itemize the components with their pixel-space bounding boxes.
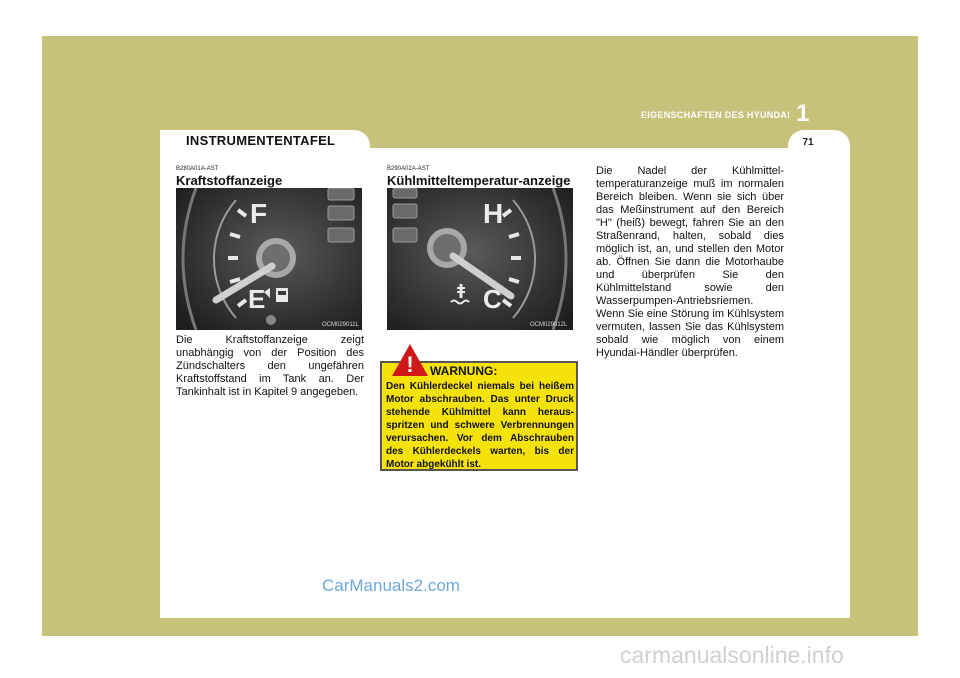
temp-cold-label: C: [483, 284, 502, 314]
chapter-title: EIGENSCHAFTEN DES HYUNDAI: [640, 110, 790, 120]
temp-text: Die Nadel der Kühlmittel-temperaturanzeige muß im normalen Bereich bleiben. Wenn sie sich über das Meßinstrument auf den Bereich "H" (heiß) bewegt, fahren Sie an den Straßenrand, halten, sobald dies möglich ist, an, und stellen den Motor ab. Öffnen Sie dann die Motorhaube und überprüfen Sie den Kühlmittelstand sowie den Wasserpumpen-Antriebsriemen. Wenn Sie eine Störung im Kühlsystem vermuten, lassen Sie das Kühlsystem sobald wie möglich von einem Hyundai-Händler überprüfen.: [596, 165, 784, 359]
temp-hot-label: H: [483, 198, 504, 229]
chapter-number: 1: [796, 100, 810, 127]
section-title: INSTRUMENTENTAFEL: [186, 133, 336, 148]
page-number: 71: [802, 137, 814, 148]
fuel-full-label: F: [250, 198, 268, 229]
temp-section-code: B290A02A-AST: [387, 166, 430, 172]
fuel-image-caption: OCM029011L: [322, 322, 359, 328]
fuel-heading: Kraftstoffanzeige: [176, 173, 283, 188]
fuel-text: Die Kraftstoffanzeige zeigt unabhängig von der Position des Zündschalters den ungefähren Kraftstoffstand im Tank an. Der Tankinhalt ist in Kapitel 9 angegeben.: [176, 334, 364, 398]
watermark-left[interactable]: CarManuals2.com: [322, 576, 460, 595]
temperature-gauge-image: [387, 188, 573, 330]
fuel-empty-label: E: [248, 284, 266, 314]
watermark-right[interactable]: carmanualsonline.info: [620, 642, 844, 668]
warning-title: WARNUNG:: [430, 364, 498, 378]
temp-heading: Kühlmitteltemperatur-anzeige: [387, 173, 571, 188]
fuel-gauge-image: [176, 188, 362, 330]
fuel-section-code: B280A01A-AST: [176, 166, 219, 172]
temp-image-caption: OCM029012L: [530, 322, 568, 328]
warning-triangle-icon: [390, 342, 430, 378]
warning-text: Den Kühlerdeckel niemals bei heißem Motor abschrauben. Das unter Druck stehende Kühlmittel kann herausspritzen und schwere Verbrennungen verursachen. Vor dem Abschrauben des Kühlerdeckels warten, bis der Motor abgekühlt ist.: [386, 381, 574, 470]
warning-symbol: !: [406, 352, 414, 377]
